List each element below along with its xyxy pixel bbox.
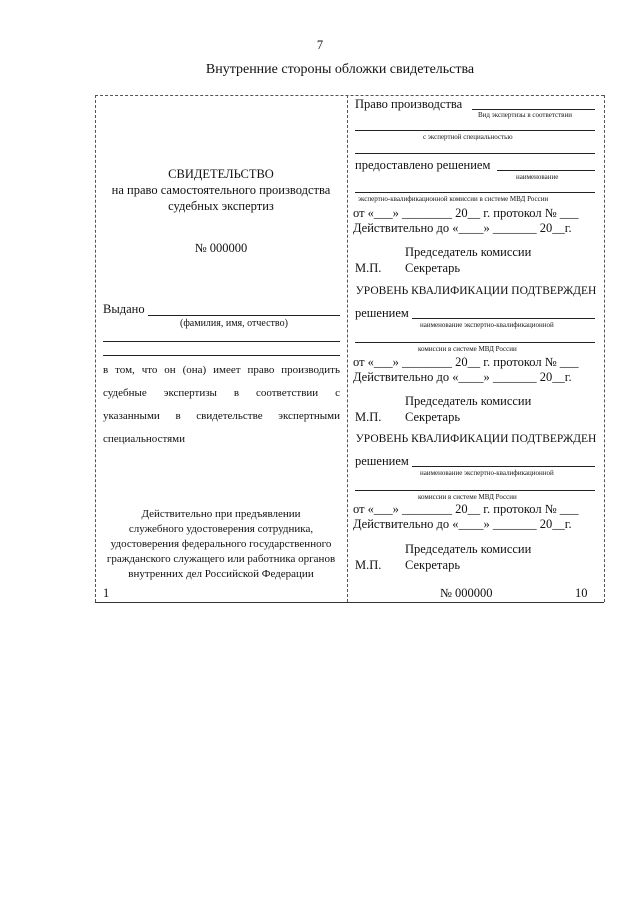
certificate-subtitle-1: на право самостоятельного производства xyxy=(111,183,331,197)
level-heading-2: УРОВЕНЬ КВАЛИФИКАЦИИ ПОДТВЕРЖДЕН xyxy=(355,433,597,445)
spec-line xyxy=(355,130,595,131)
right-line xyxy=(472,109,595,110)
decision-line-1 xyxy=(412,318,595,319)
rights-text-4: специальностями xyxy=(103,433,186,445)
hint-commission: экспертно-квалификационной комиссии в системе МВД России xyxy=(358,195,549,203)
chair-3: Председатель комиссии xyxy=(405,542,532,556)
hint-name-ekk-2: наименование экспертно-квалификационной xyxy=(420,469,554,477)
frame-top-border xyxy=(95,95,604,96)
mp-1: М.П. xyxy=(355,261,382,275)
rights-text-2: судебные экспертизы в соответствии с xyxy=(103,387,340,399)
spec-line-2 xyxy=(355,153,595,154)
validity-line-1: Действительно при предъявлении xyxy=(141,508,301,520)
mvd-line-2 xyxy=(355,490,595,491)
certificate-number: № 000000 xyxy=(194,241,248,255)
page-number: 7 xyxy=(316,38,324,52)
secretary-2: Секретарь xyxy=(405,410,461,424)
issued-label: Выдано xyxy=(103,302,145,316)
hint-mvd-2: комиссии в системе МВД России xyxy=(418,493,517,501)
mvd-line-1 xyxy=(355,342,595,343)
decision-label-2: решением xyxy=(355,454,409,468)
mp-2: М.П. xyxy=(355,410,382,424)
rights-text-3: указанными в свидетельстве экспертными xyxy=(103,410,340,422)
hint-name: наименование xyxy=(516,173,559,181)
commission-line xyxy=(355,192,595,193)
mp-3: М.П. xyxy=(355,558,382,572)
level-heading-1: УРОВЕНЬ КВАЛИФИКАЦИИ ПОДТВЕРЖДЕН xyxy=(355,285,597,297)
valid-line-1: Действительно до «____» _______ 20__г. xyxy=(353,221,572,235)
valid-line-2: Действительно до «____» _______ 20__г. xyxy=(353,370,572,384)
hint-spec: с экспертной специальностью xyxy=(423,133,513,141)
right-label: Право производства xyxy=(355,97,463,111)
hint-name-ekk-1: наименование экспертно-квалификационной xyxy=(420,321,554,329)
frame-right-border xyxy=(604,95,605,602)
certificate-title: СВИДЕТЕЛЬСТВО xyxy=(168,167,274,181)
frame-bottom-border xyxy=(95,602,604,603)
left-page-number: 1 xyxy=(103,586,110,600)
decision-line-2 xyxy=(412,466,595,467)
validity-line-4: гражданского служащего или работника органов xyxy=(106,553,336,565)
granted-label: предоставлено решением xyxy=(355,158,491,172)
secretary-3: Секретарь xyxy=(405,558,461,572)
certificate-subtitle-2: судебных экспертиз xyxy=(168,199,274,213)
valid-line-3: Действительно до «____» _______ 20__г. xyxy=(353,517,572,531)
secretary-1: Секретарь xyxy=(405,261,461,275)
validity-line-5: внутренних дел Российской Федерации xyxy=(128,568,314,580)
decision-label-1: решением xyxy=(355,306,409,320)
validity-line-3: удостоверения федерального государственного xyxy=(110,538,332,550)
page-heading: Внутренние стороны обложки свидетельства xyxy=(205,62,475,77)
from-line-1: от «___» ________ 20__ г. протокол № ___ xyxy=(353,206,579,220)
frame-center-fold xyxy=(347,95,348,602)
chair-1: Председатель комиссии xyxy=(405,245,532,259)
issued-line-2 xyxy=(103,341,340,342)
hint-kind: Вид экспертизы в соответствии xyxy=(478,111,572,119)
hint-mvd-1: комиссии в системе МВД России xyxy=(418,345,517,353)
right-page-number: 10 xyxy=(575,586,588,600)
from-line-2: от «___» ________ 20__ г. протокол № ___ xyxy=(353,355,579,369)
validity-line-2: служебного удостоверения сотрудника, xyxy=(128,523,314,535)
rights-text-1: в том, что он (она) имеет право производить xyxy=(103,364,340,376)
issued-hint: (фамилия, имя, отчество) xyxy=(180,318,288,329)
chair-2: Председатель комиссии xyxy=(405,394,532,408)
issued-line-3 xyxy=(103,355,340,356)
from-line-3: от «___» ________ 20__ г. протокол № ___ xyxy=(353,502,579,516)
right-certificate-number: № 000000 xyxy=(440,586,493,600)
issued-name-line xyxy=(148,315,340,316)
granted-line xyxy=(497,170,595,171)
